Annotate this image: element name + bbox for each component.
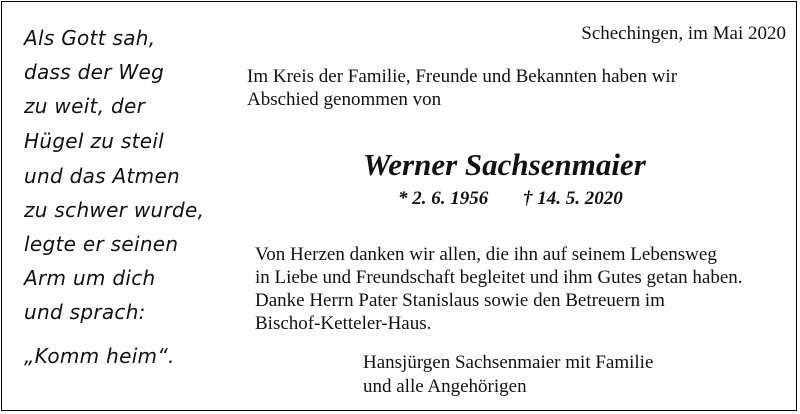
intro-text bbox=[247, 65, 677, 111]
poem-line: Hügel zu steil bbox=[24, 129, 165, 153]
deceased-name: Werner Sachsenmaier bbox=[363, 147, 646, 182]
signature bbox=[363, 351, 653, 399]
poem-line: dass der Weg bbox=[24, 60, 165, 84]
intro-line: Abschied genommen von bbox=[247, 89, 442, 110]
poem-line: zu weit, der bbox=[24, 94, 146, 118]
obituary-notice bbox=[1, 1, 797, 411]
poem-line: und das Atmen bbox=[24, 164, 181, 188]
poem-line: und sprach: bbox=[24, 300, 146, 324]
intro-line: Im Kreis der Familie, Freunde und Bekannten haben wir bbox=[247, 66, 678, 87]
poem-line: Arm um dich bbox=[24, 266, 156, 290]
birth-date: * 2. 6. 1956 bbox=[398, 188, 489, 209]
signature-line: Hansjürgen Sachsenmaier mit Familie bbox=[363, 352, 654, 373]
thanks-line: Von Herzen danken wir allen, die ihn auf seinem Lebensweg bbox=[255, 244, 717, 265]
signature-line: und alle Angehörigen bbox=[363, 376, 527, 397]
thanks-line: Bischof-Ketteler-Haus. bbox=[255, 313, 432, 334]
thanks-line: Danke Herrn Pater Stanislaus sowie den Betreuern im bbox=[255, 290, 665, 311]
death-date: † 14. 5. 2020 bbox=[523, 188, 623, 209]
thanks-line: in Liebe und Freundschaft begleitet und ihm Gutes getan haben. bbox=[255, 267, 743, 288]
thanks-text bbox=[255, 243, 743, 335]
poem-line: Als Gott sah, bbox=[24, 26, 156, 50]
place-date: Schechingen, im Mai 2020 bbox=[581, 23, 786, 44]
life-dates bbox=[398, 188, 623, 210]
poem-line: „Komm heim“. bbox=[24, 344, 175, 368]
poem-line: zu schwer wurde, bbox=[24, 198, 205, 222]
poem-line: legte er seinen bbox=[24, 232, 179, 256]
